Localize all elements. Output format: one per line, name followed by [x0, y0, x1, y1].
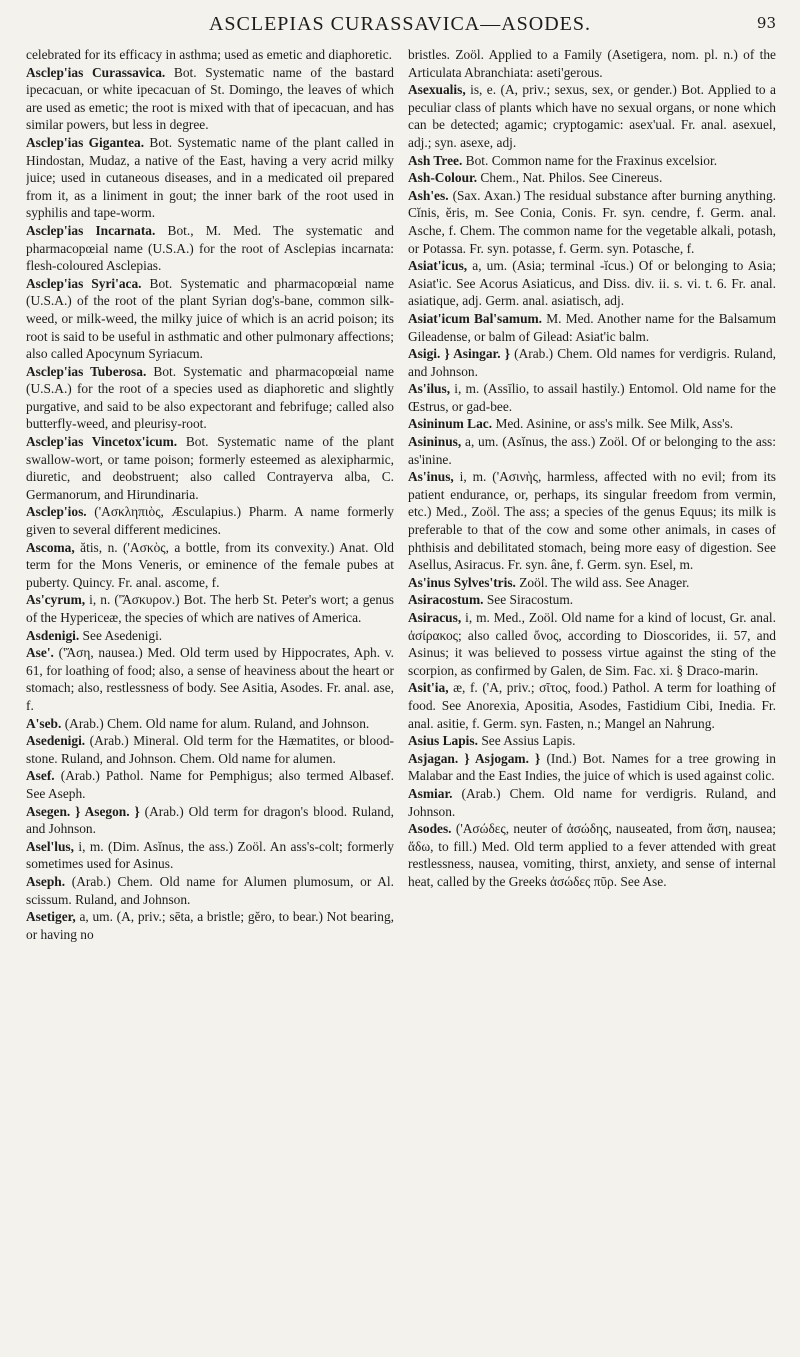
dictionary-entry — [26, 715, 394, 733]
entry-headword: Asclep'ias Syri'aca. — [26, 275, 142, 291]
entry-definition: Bot. Systematic and pharmacopœial name (U.S.A.) for the root of a species used as diaphoretic and slightly purgative, and said to be also expectorant and febrifuge; called also butterfly-weed, and pleurisy-root. — [26, 363, 394, 432]
entry-headword: Asclep'ias Curassavica. — [26, 64, 166, 80]
dictionary-entry — [408, 732, 776, 750]
entry-definition: (Arab.) Pathol. Name for Pemphigus; also termed Albasef. See Aseph. — [26, 768, 394, 801]
entry-headword: Asclep'ias Gigantea. — [26, 134, 145, 150]
entry-headword: As'inus Sylves'tris. — [408, 574, 516, 590]
entry-definition: Bot. Systematic name of the bastard ipecacuan, or white ipecacuan of St. Domingo, the leaves of which are used as emetic; the root is mixed with that of ipecacuan, and has similar powers, but less in degree. — [26, 64, 394, 133]
entry-definition: i, m. (Assīlio, to assail hastily.) Entomol. Old name for the Œstrus, or gad-bee. — [408, 381, 776, 414]
entry-headword: Asclep'ias Tuberosa. — [26, 363, 147, 379]
entry-headword: Ash'es. — [408, 187, 449, 203]
entry-definition: a, um. (Asĭnus, the ass.) Zoöl. Of or belonging to the ass: as'inine. — [408, 434, 776, 467]
dictionary-entry — [408, 468, 776, 574]
left-column — [26, 46, 394, 1346]
dictionary-entry — [408, 433, 776, 468]
entry-headword: Asel'lus, — [26, 838, 74, 854]
entry-definition: æ, f. ('A, priv.; σῖτος, food.) Pathol. A term for loathing of food. See Anorexia, Apositia, Asodes, Fastidium Cibi, Inedia. Fr. anal. asitie, f. Germ. syn. Fasten, n.; Mangel an Nahrung. — [408, 680, 776, 731]
dictionary-entry — [26, 46, 394, 64]
entry-definition: ('Ασκληπιὸς, Æsculapius.) Pharm. A name formerly given to several different medicines. — [26, 504, 394, 538]
dictionary-entry — [408, 187, 776, 257]
entry-headword: Asit'ia, — [408, 680, 449, 696]
dictionary-entry — [408, 345, 776, 380]
entry-definition: See Asedenigi. — [79, 627, 163, 643]
entry-definition: is, e. (A, priv.; sexus, sex, or gender.) Bot. Applied to a peculiar class of plants which have no sexual organs, or none which can be detected; agamic; cryptogamic: asex'ual. Fr. anal. asexuel, adj.; syn. asexe, adj. — [408, 82, 776, 150]
entry-definition: a, um. (A, priv.; sēta, a bristle; gĕro, to bear.) Not bearing, or having no — [26, 909, 394, 942]
entry-headword: Asef. — [26, 768, 55, 784]
entry-definition: ('Ασώδες, neuter of ἀσώδης, nauseated, from ἄση, nausea; ἄδω, to fill.) Med. Old term applied to a fever attended with great restlessness, nausea, vomiting, thirst, anxiety, and sense of internal heat, called by the Greeks ἀσώδες πῦρ. See Ase. — [408, 821, 776, 889]
dictionary-entry — [26, 838, 394, 873]
entry-headword: Aseph. — [26, 873, 66, 889]
entry-headword: Ash Tree. — [408, 152, 463, 168]
running-header — [24, 10, 776, 38]
entry-headword: Ase'. — [26, 645, 54, 661]
dictionary-entry — [408, 257, 776, 310]
entry-headword: Asdenigi. — [26, 627, 80, 643]
entry-headword: A'seb. — [26, 715, 62, 731]
entry-definition: Bot. Systematic name of the plant swallow-wort, or tame poison; formerly esteemed as alexipharmic, diuretic, and deobstruent; also called Contrayerva alba, C. Germanorum, and Hirundinaria. — [26, 434, 394, 502]
entry-headword: Asmiar. — [408, 785, 453, 801]
entry-definition: bristles. Zoöl. Applied to a Family (Asetigera, nom. pl. n.) of the Articulata Abranchiata: aseti'gerous. — [408, 47, 776, 80]
entry-definition: i, m. Med., Zoöl. Old name for a kind of locust, Gr. anal. ἀσίρακος; also called ὄνος, according to Dioscorides, ii. 57, and Asinus; it was believed to possess virtue against the sting of the scorpion, as confirmed by Galen, de Sim. Fac. xi. § Draco-marin. — [408, 610, 776, 678]
entry-headword: As'ilus, — [408, 381, 451, 397]
entry-headword: Asiracus, — [408, 610, 462, 625]
dictionary-entry — [408, 609, 776, 679]
dictionary-entry — [408, 820, 776, 890]
dictionary-entry — [26, 539, 394, 592]
entry-headword: Asedenigi. — [26, 733, 86, 749]
entry-definition: ătis, n. ('Ασκὸς, a bottle, from its convexity.) Anat. Old term for the Mons Veneris, or eminence of the female pubes at puberty. Quincy. Fr. anal. ascome, f. — [26, 539, 394, 590]
entry-definition: Zoöl. The wild ass. See Anager. — [515, 574, 690, 590]
dictionary-entry — [408, 81, 776, 151]
entry-definition: M. Med. Another name for the Balsamum Gileadense, or balm of Gilead: Asiat'ic balm. — [408, 310, 776, 344]
entry-definition: i, n. ('Ἄσκυρον.) Bot. The herb St. Peter's wort; a genus of the Hypericeæ, the species of which are natives of America. — [26, 592, 394, 625]
entry-headword: Ash-Colour. — [408, 170, 478, 186]
entry-headword: As'inus, — [408, 469, 454, 485]
dictionary-entry — [26, 64, 394, 134]
dictionary-entry — [26, 591, 394, 626]
dictionary-entry — [26, 873, 394, 908]
dictionary-entry — [26, 767, 394, 802]
entry-headword: Asodes. — [408, 821, 452, 837]
entry-definition: Bot., M. Med. The systematic and pharmacopœial name (U.S.A.) for the root of Asclepias incarnata: flesh-coloured Asclepias. — [26, 222, 394, 274]
entry-definition: i, m. ('Ασινὴς, harmless, affected with no evil; from its patient endurance, or, perhaps, its singular freedom from vermin, etc.) Med., Zoöl. The ass; a species of the genus Equus; its milk is preferable to that of the cow and some other animals, in cases of phthisis and debilitated stomach, being more easy of digestion. See Asellus, Asiracus. Fr. syn. âne, f. Germ. syn. Esel, m. — [408, 469, 776, 573]
entry-definition: (Ind.) Bot. Names for a tree growing in Malabar and the East Indies, the juice of which is used against colic. — [408, 750, 776, 784]
running-title: ASCLEPIAS CURASSAVICA—ASODES. — [208, 12, 592, 35]
entry-headword: Asegen. } Asegon. } — [26, 803, 140, 819]
entry-definition: See Assius Lapis. — [477, 733, 576, 749]
dictionary-entry — [408, 380, 776, 415]
dictionary-entry — [26, 433, 394, 503]
dictionary-entry — [26, 644, 394, 714]
entry-definition: See Siracostum. — [483, 592, 574, 608]
entry-definition: a, um. (Asia; terminal -ĭcus.) Of or belonging to Asia; Asiat'ic. See Acorus Asiaticus, and Diss. div. ii. s. vi. t. 6. Fr. anal. asiatique, adj. Germ. anal. asiatisch, adj. — [408, 258, 776, 309]
entry-definition: (Arab.) Old term for dragon's blood. Ruland, and Johnson. — [26, 803, 394, 837]
dictionary-entry — [408, 679, 776, 732]
dictionary-entry — [408, 152, 776, 170]
entry-headword: Asjagan. } Asjogam. } — [408, 750, 541, 766]
dictionary-entry — [408, 591, 776, 609]
entry-definition: i, m. (Dim. Asĭnus, the ass.) Zoöl. An ass's-colt; formerly sometimes used for Asinus. — [26, 838, 394, 872]
entry-headword: Asigi. } Asingar. } — [408, 346, 510, 362]
entry-definition: Bot. Common name for the Fraxinus excelsior. — [462, 152, 718, 168]
dictionary-entry — [408, 169, 776, 187]
entry-definition: Med. Asinine, or ass's milk. See Milk, Ass's. — [492, 416, 734, 432]
entry-headword: Asetiger, — [26, 909, 76, 925]
entry-definition: celebrated for its efficacy in asthma; used as emetic and diaphoretic. — [26, 47, 392, 62]
entry-headword: Asexualis, — [408, 82, 466, 98]
dictionary-entry — [26, 222, 394, 275]
dictionary-entry — [408, 785, 776, 820]
entry-headword: Asiat'icum Bal'samum. — [408, 310, 543, 326]
entry-headword: As'cyrum, — [26, 592, 86, 608]
entry-headword: Asininus, — [408, 434, 462, 450]
dictionary-entry — [408, 750, 776, 785]
dictionary-entry — [408, 415, 776, 433]
entry-definition: (Arab.) Chem. Old name for verdigris. Ruland, and Johnson. — [408, 785, 776, 819]
entry-definition: Bot. Systematic name of the plant called in Hindostan, Mudaz, a native of the East, having a very acrid milky juice; used in cutaneous diseases, and in a medicated oil prepared from it, as a liniment in gout; the inner bark of the root used in syphilis and tape-worm. — [26, 134, 394, 221]
entry-definition: ('Ἄση, nausea.) Med. Old term used by Hippocrates, Aph. v. 61, for loathing of food; also, a sense of heaviness about the heart or stomach; also, restlessness of body. See Asitia, Asodes. Fr. anal. ase, f. — [26, 645, 394, 713]
right-column — [408, 46, 776, 1346]
entry-headword: Asiracostum. — [408, 592, 484, 608]
page-number: 93 — [756, 14, 776, 32]
dictionary-entry — [26, 503, 394, 538]
entry-headword: Asclep'ias Vincetox'icum. — [26, 434, 178, 450]
dictionary-entry — [26, 803, 394, 838]
dictionary-entry — [26, 908, 394, 943]
entry-definition: (Arab.) Chem. Old names for verdigris. Ruland, and Johnson. — [408, 346, 776, 379]
entry-definition: Chem., Nat. Philos. See Cinereus. — [477, 170, 663, 186]
entry-definition: (Arab.) Chem. Old name for Alumen plumosum, or Al. scissum. Ruland, and Johnson. — [26, 873, 394, 907]
dictionary-entry — [26, 732, 394, 767]
dictionary-entry — [26, 275, 394, 363]
entry-headword: Ascoma, — [26, 539, 75, 555]
dictionary-entry — [26, 363, 394, 433]
entry-definition: Bot. Systematic and pharmacopœial name (U.S.A.) of the root of the plant Syrian dog's-bane, common silk-weed, or milk-weed, the milky juice of which is an acrid poison; its root is said to be useful in asthmatic and other pulmonary affections; also called Apocynum Syriacum. — [26, 275, 394, 362]
entry-headword: Asiat'icus, — [408, 258, 468, 274]
dictionary-entry — [408, 310, 776, 345]
dictionary-entry — [26, 627, 394, 645]
dictionary-entry — [408, 574, 776, 592]
dictionary-entry — [408, 46, 776, 81]
dictionary-entry — [26, 134, 394, 222]
entry-headword: Asclep'ias Incarnata. — [26, 222, 156, 238]
entry-headword: Asclep'ios. — [26, 504, 87, 520]
entry-definition: (Sax. Axan.) The residual substance after burning anything. Cĭnis, ĕris, m. See Conia, Conis. Fr. syn. cendre, f. Germ. anal. Asche, f. Chem. The common name for the vegetable alkali, potash, or Potassa. Fr. syn. potasse, f. Germ. syn. Potasche, f. — [408, 187, 776, 256]
entry-definition: (Arab.) Mineral. Old term for the Hæmatites, or blood-stone. Ruland, and Johnson. Chem. Old name for alumen. — [26, 733, 394, 766]
entry-headword: Asius Lapis. — [408, 733, 478, 749]
entry-definition: (Arab.) Chem. Old name for alum. Ruland, and Johnson. — [61, 715, 370, 731]
entry-headword: Asininum Lac. — [408, 416, 493, 432]
